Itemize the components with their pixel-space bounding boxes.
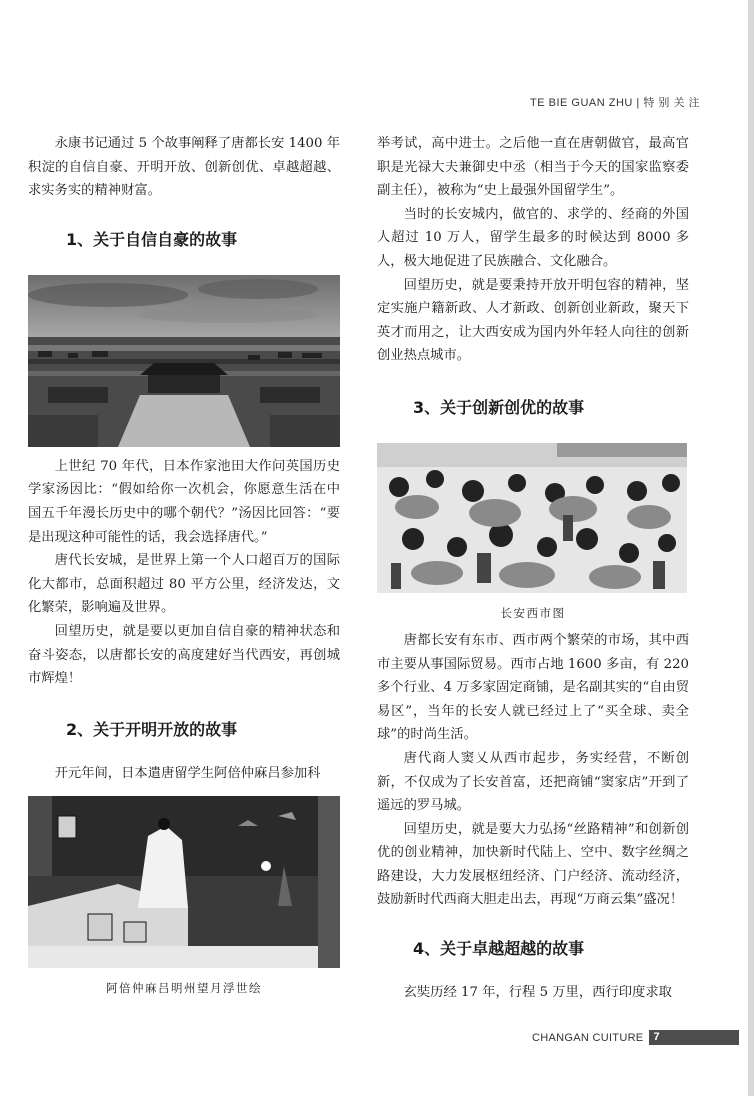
left-column: [28, 132, 340, 996]
section1-paragraph-1: 上世纪 70 年代，日本作家池田大作问英国历史学家汤因比：“假如给你一次机会，你愿意生活在中国五千年漫长历史中的哪个朝代？”汤因比回答：“要是出现这种可能性的话，我会选择唐代。”: [28, 458, 340, 545]
section-heading-2: 2、关于开明开放的故事: [66, 719, 238, 739]
page-number: 7: [649, 1030, 739, 1045]
ukiyoe-illustration: [28, 796, 340, 968]
page-edge-bar: [748, 0, 754, 1096]
section2-paragraph-1-continued: 举考试，高中进士。之后他一直在唐朝做官，最高官职是光禄大夫兼御史中丞（相当于今天的国家监察委副主任），被称为“史上最强外国留学生”。: [377, 136, 689, 199]
running-header: TE BIE GUAN ZHU | 特 别 关 注: [530, 97, 700, 109]
section3-paragraph-2: 唐代商人窦乂从西市起步，务实经营，不断创新，不仅成为了长安首富，还把商铺“窦家店”开到了遥远的罗马城。: [377, 750, 689, 814]
figure-caption-2: 阿倍仲麻吕明州望月浮世绘: [106, 981, 262, 996]
section2-paragraph-1: 开元年间，日本遣唐留学生阿倍仲麻吕参加科: [54, 765, 321, 781]
section1-paragraph-2: 唐代长安城，是世界上第一个人口超百万的国际化大都市，总面积超过 80 平方公里，经济发达，文化繁荣，影响遍及世界。: [28, 553, 340, 616]
section3-paragraph-3: 回望历史，就是要大力弘扬“丝路精神”和创新创优的创业精神，加快新时代陆上、空中、数字丝绸之路建设，大力发展枢纽经济、门户经济、流动经济，鼓励新时代西商大胆走出去，再现“万商云集”盛况！: [377, 821, 689, 908]
right-column: [377, 132, 689, 1005]
tang-palace-photo: [28, 275, 340, 447]
footer-magazine-name: CHANGAN CUITURE: [532, 1031, 644, 1044]
changan-west-market-painting: [377, 443, 687, 593]
section4-paragraph-1: 玄奘历经 17 年，行程 5 万里，西行印度求取: [403, 985, 672, 1001]
page-footer: [532, 1030, 739, 1045]
section2-paragraph-2: 当时的长安城内，做官的、求学的、经商的外国人超过 10 万人，留学生最多的时候达到 8000 多人，极大地促进了民族融合、文化融合。: [377, 206, 689, 269]
figure-caption-3: 长安西市图: [500, 605, 566, 620]
section-heading-4: 4、关于卓越超越的故事: [413, 939, 585, 959]
section1-paragraph-3: 回望历史，就是要以更加自信自豪的精神状态和奋斗姿态，以唐都长安的高度建好当代西安，再创城市辉煌！: [28, 623, 340, 687]
section-heading-1: 1、关于自信自豪的故事: [66, 229, 238, 249]
intro-paragraph: 永康书记通过 5 个故事阐释了唐都长安 1400 年积淀的自信自豪、开明开放、创新创优、卓越超越、求实务实的精神财富。: [28, 136, 340, 199]
section2-paragraph-3: 回望历史，就是要秉持开放开明包容的精神，坚定实施户籍新政、人才新政、创新创业新政，聚天下英才而用之，让大西安成为国内外年轻人向往的创新创业热点城市。: [377, 277, 689, 364]
section-heading-3: 3、关于创新创优的故事: [413, 397, 585, 417]
section3-paragraph-1: 唐都长安有东市、西市两个繁荣的市场，其中西市主要从事国际贸易。西市占地 1600 多亩，有 220 多个行业、4 万多家固定商铺，是名副其实的“自由贸易区”，当年的长安人就已经过上了“买全球、卖全球”的时尚生活。: [377, 632, 690, 743]
